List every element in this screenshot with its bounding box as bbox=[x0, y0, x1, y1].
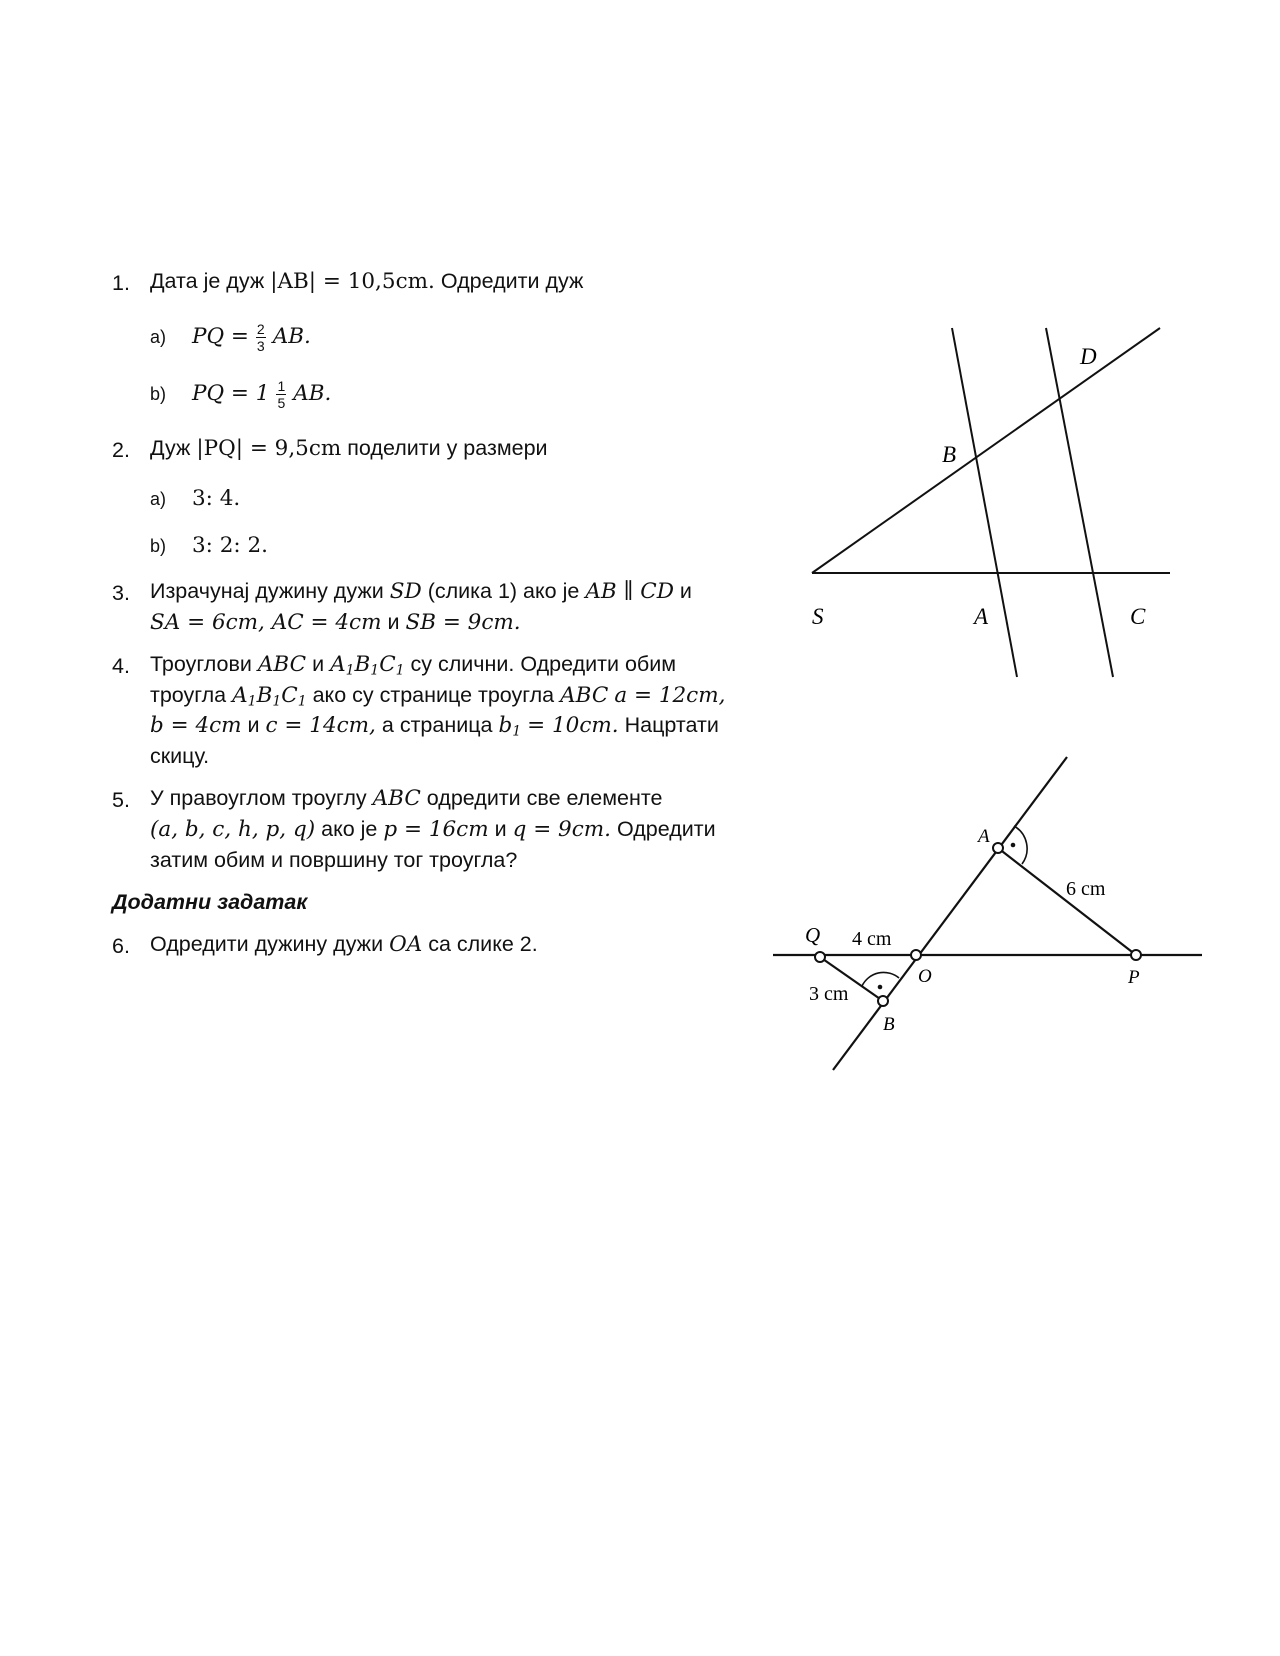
problem-4-text-4: ако су странице троугла bbox=[312, 683, 555, 707]
problem-4-text-6: Нацртати bbox=[624, 713, 719, 737]
problem-2-number: 2. bbox=[112, 438, 130, 462]
problem-3-text-2: (слика 1) ако је bbox=[427, 579, 580, 603]
problem-4-triangle-a1b1c1-2: $A_1B_1C_1$ bbox=[232, 683, 307, 710]
problem-2b-ratio: 3: 2: 2. bbox=[191, 533, 269, 558]
problem-3-text-1: Израчунај дужину дужи bbox=[150, 579, 384, 603]
figure-2-length-qb: 3 cm bbox=[809, 983, 849, 1005]
figure-2-right-angle-a bbox=[1014, 826, 1027, 864]
problem-5-text-5: затим обим и површину тог троугла? bbox=[150, 848, 518, 872]
problem-3-parallel: AB ∥ CD bbox=[585, 579, 674, 604]
figure-2-point-p bbox=[1131, 950, 1141, 960]
problem-4-side-b1-symbol: $b_1$ bbox=[498, 713, 522, 740]
figure-2-point-o bbox=[911, 950, 921, 960]
problem-6-segment-oa: OA bbox=[389, 932, 423, 957]
figure-1-label-b: B bbox=[942, 442, 957, 467]
problem-5-text-1: У правоуглом троуглу bbox=[150, 786, 367, 810]
figure-2-label-b: B bbox=[883, 1014, 895, 1035]
extra-task-heading: Додатни задатак bbox=[112, 890, 308, 914]
figure-2-label-p: P bbox=[1128, 967, 1140, 988]
problem-2-expression: |PQ| = 9,5cm bbox=[196, 436, 342, 461]
figure-1-label-s: S bbox=[812, 604, 824, 629]
problem-4-triangle-abc-2: ABC bbox=[560, 683, 609, 708]
problem-1-expression: |AB| = 10,5cm. bbox=[270, 269, 435, 294]
problem-6-text-1: Одредити дужину дужи bbox=[150, 932, 384, 956]
problem-3-given-2: SB = 9cm. bbox=[405, 610, 521, 635]
figure-2-right-angle-dot-a bbox=[1011, 843, 1016, 848]
problem-2a-ratio: 3: 4. bbox=[191, 486, 241, 511]
figure-2-point-b bbox=[878, 996, 888, 1006]
problem-2-intro: Дуж bbox=[150, 436, 191, 460]
problem-2b-label: b) bbox=[150, 536, 167, 556]
problem-5-triangle-abc: ABC bbox=[372, 786, 421, 811]
figure-2-right-angle-b bbox=[862, 972, 899, 986]
problem-1a-rhs: AB. bbox=[272, 324, 311, 350]
figure-2-length-qo: 4 cm bbox=[852, 928, 892, 950]
problem-1-number: 1. bbox=[112, 271, 130, 295]
problem-4-and-1: и bbox=[312, 652, 325, 676]
problem-4-text-2: су слични. Одредити обим bbox=[410, 652, 677, 676]
problem-1-intro: Дата је дуж bbox=[150, 269, 265, 293]
problem-5-and: и bbox=[494, 817, 507, 841]
problem-1a-denominator: 3 bbox=[256, 338, 265, 354]
figure-2-label-o: O bbox=[918, 966, 932, 987]
figure-1-label-c: C bbox=[1130, 604, 1146, 629]
problem-3-given-1: SA = 6cm, AC = 4cm bbox=[150, 610, 382, 635]
problem-4-side-c: c = 14cm, bbox=[265, 713, 376, 738]
problem-4-side-b: b = 4cm bbox=[150, 713, 242, 738]
figure-2-label-q: Q bbox=[805, 923, 821, 947]
problem-5-elements: (a, b, c, h, p, q) bbox=[150, 817, 316, 842]
problem-4-triangle-abc: ABC bbox=[257, 652, 307, 677]
problem-4-number: 4. bbox=[112, 654, 130, 678]
problem-3-text-3: и bbox=[679, 579, 692, 603]
problem-3-number: 3. bbox=[112, 581, 130, 605]
problem-5-q-value: q = 9cm. bbox=[512, 817, 611, 842]
figure-1-label-d: D bbox=[1080, 344, 1097, 369]
problem-1-tail: Одредити дуж bbox=[440, 269, 584, 293]
problem-1a-numerator: 2 bbox=[256, 321, 265, 337]
problem-2-tail: поделити у размери bbox=[347, 436, 548, 460]
problem-1a-label: a) bbox=[150, 327, 167, 348]
problem-5-text-4: Одредити bbox=[616, 817, 716, 841]
problem-4-text-1: Троуглови bbox=[150, 652, 252, 676]
problem-6-number: 6. bbox=[112, 934, 130, 958]
problem-1b-denominator: 5 bbox=[277, 395, 286, 411]
problem-5-text-2: одредити све елементе bbox=[426, 786, 663, 810]
problem-3-and: и bbox=[387, 610, 400, 634]
problem-4-side-b1-value: = 10cm. bbox=[527, 713, 619, 738]
problem-1a-lhs: PQ = bbox=[191, 324, 249, 350]
figure-2-line-ao bbox=[833, 757, 1067, 1070]
problem-2a-label: a) bbox=[150, 489, 167, 509]
problem-4-side-a: a = 12cm, bbox=[614, 683, 726, 708]
figure-2-label-a: A bbox=[978, 826, 990, 847]
problem-5-number: 5. bbox=[112, 788, 130, 812]
figure-2-point-a bbox=[993, 843, 1003, 853]
problem-6-text-2: са слике 2. bbox=[428, 932, 538, 956]
problem-4-text-3: троугла bbox=[150, 683, 227, 707]
problem-4-text-7: скицу. bbox=[150, 744, 210, 768]
problem-1b-label: b) bbox=[150, 384, 167, 405]
problem-4-text-5: а страница bbox=[381, 713, 493, 737]
problem-4-triangle-a1b1c1: $A_1B_1C_1$ bbox=[330, 652, 405, 679]
problem-5-p-value: p = 16cm bbox=[383, 817, 489, 842]
problem-4-and-2: и bbox=[247, 713, 260, 737]
figure-1-label-a: A bbox=[974, 604, 989, 629]
problem-1b-numerator: 1 bbox=[277, 378, 286, 394]
figure-2-point-q bbox=[815, 952, 825, 962]
figure-2-right-angle-dot-b bbox=[878, 985, 883, 990]
problem-3-segment-sd: SD bbox=[389, 579, 422, 604]
problem-5-text-3: ако је bbox=[321, 817, 378, 841]
figure-2-line-ap bbox=[998, 848, 1136, 955]
problem-1b-rhs: AB. bbox=[293, 381, 332, 407]
figure-2-length-ap: 6 cm bbox=[1066, 878, 1106, 900]
problem-1b-lhs: PQ = 1 bbox=[191, 381, 270, 407]
